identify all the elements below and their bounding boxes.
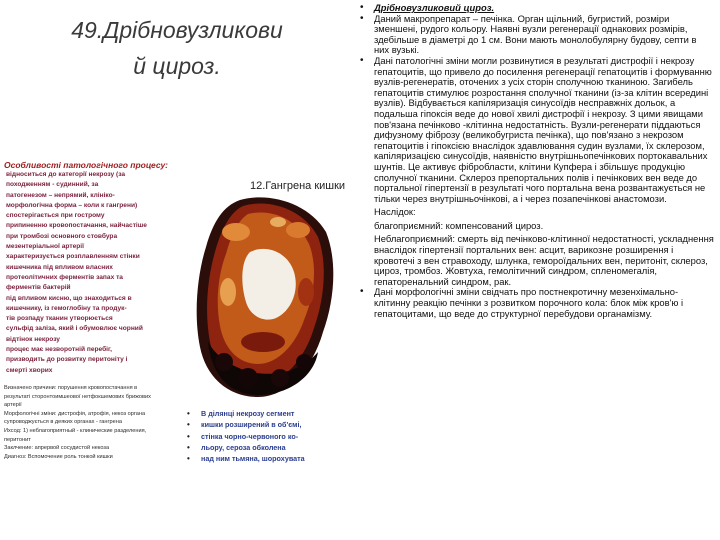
black-note-line: Диагноз: Вспомочение роль тонкой кишки (4, 453, 113, 460)
macro-description-item: • Даний макропрепарат – печінка. Орган щільний, бугристий, розміри зменшені, рудого кольору. Наявні вузли регенерації однакових розмірів, здебільше в діаметрі до 1 см. Вони мають монолобулярну будову, септи в них вузькі. (360, 14, 714, 56)
red-note-line: кишечника під впливом власних (6, 263, 113, 271)
red-note-line: ферментів бактерій (6, 284, 71, 292)
red-note-line: призводить до розвитку перитоніту і (6, 356, 128, 364)
red-note-line: смерті хворих (6, 366, 53, 374)
red-note-line: морфологічна форма – коли к гангрени) (6, 201, 138, 209)
macro-feature-item: • льору, сероза обколена (185, 442, 355, 453)
red-note-line: характеризується розплавленням стінки (6, 253, 140, 261)
red-note-line: тів розпаду тканин утворюється (6, 315, 113, 323)
red-note-line: відноситься до категорії некрозу (за (6, 171, 126, 178)
macro-feature-item: • над ним тьмяна, шорохувата (185, 453, 355, 464)
black-note-line: Морфологічні зміни: дистрофія, атрофія, некоз органа (4, 410, 146, 417)
pathogenesis-item: • Дані патологічні зміни могли розвинутися в результаті дистрофії і некрозу гепатоцитів, що привело до посилення регенерації гепатоцитів і формуванню вузлів-регенератів, оточених з усіх сторін сполучною тканиною. Загибель гепатоцитів стимулює розростання сполучної тканини (із-за клітин всередині вузлів). Відбувається капіляризація синусоїдів несправжніх дольок, а подальша гіпоксія веде до нової хвилі дистрофії і некрозу. З цими явищами пов'язана печінково -клітинна недостатність. Вузли-регенерати піддаються дифузному фіброзу (великобугриста печінка), що пов'язано з некрозом гепатоцитів і гіпоксією внаслідок здавлювання судин вузлами, їх склерозом, капіляризацією синусоїдів, наявністю внутрішньопечінкових портокавальних шунтів. Це активує фібробласти, клітини Купфера і збільшує продукцію сполучної тканини. Склероз препортальних полів і печінкових вен веде до портальної гіпертензії в результаті чого портальна вена розвантажується не тільки через внутрішньочінкові, а і через позапечінкові анастомози. (360, 56, 714, 204)
black-note-line: Заклчение: апрервой сосудистой некоза (4, 445, 110, 452)
red-note-line: протеолітичних ферментів запах та (6, 273, 123, 281)
red-note-line: відтінок некрозу (6, 335, 60, 343)
red-note-line: під впливом кисню, що знаходиться в (6, 294, 132, 302)
red-notes (6, 170, 185, 376)
black-note-line: артерії (4, 402, 22, 409)
black-note-line: Визначено причини: порушення кровопостачання в (4, 384, 138, 391)
black-notes (4, 384, 185, 461)
red-note-line: при тромбозі основного стовбура (6, 232, 118, 240)
title-line-1: 49.Дрібновузликови (71, 17, 283, 43)
red-note-line: кишечнику, із гемоглобіну та продук- (6, 304, 127, 312)
red-note-line: спостерігається при гострому (6, 212, 105, 220)
unfavorable-outcome: Неблагоприємний: смерть від печінково-клітинної недостатності, ускладнення внаслідок гіпертензії портальних вен: асцит, варикозне розширення і кровотечі з вен стравоходу, шлунка, гемороїдальних вен, перитоніт, склероз, цироз, тромбоз. Жовтуха, гемолітичний синдром, спленомегалія, гепаторенальний синдром, рак. (374, 233, 714, 287)
red-note-line: мезентеріальної артерії (6, 243, 84, 251)
pathology-notes-panel (0, 160, 185, 461)
red-note-line: походженням - судинний, за (6, 181, 99, 189)
black-note-line: Ихсод: 1) неблагоприятный - клинические разделения, (4, 427, 147, 434)
red-note-line: сульфід заліза, який і обумовлює чорний (6, 325, 143, 333)
cirrhosis-description (360, 3, 714, 319)
cirrhosis-title-item (360, 3, 714, 14)
black-note-line: перитонит (4, 436, 31, 443)
page-title (12, 12, 342, 84)
outcome-label: Наслідок: (374, 206, 416, 218)
macro-feature-item: • кишки розширений в об'ємі, (185, 419, 355, 430)
macro-feature-item: • стінка чорно-червоного ко- (185, 431, 355, 442)
macro-features-list (185, 408, 355, 464)
black-note-line: супроводжується в деяких органах - гангрена (4, 419, 122, 426)
macro-feature-item: • В ділянці некрозу сегмент (185, 408, 355, 419)
cirrhosis-title: Дрібновузликовий цироз. (374, 2, 495, 13)
red-note-line: процес має незворотній перебіг, (6, 346, 113, 354)
conclusion-item: • Дані морфологічні зміни свідчать про постнекротичну мезенхімально-клітинну реакцію печінки з розвитком порочного кола: блок між кров'ю і гепатоцитами, що веде до структурної перебудови органамізму. (360, 287, 714, 319)
red-note-line: патогенезом – непрямий, клініко- (6, 191, 115, 199)
black-note-line: результаті сторонтоимшеової нетфокшемових брижових (4, 393, 151, 400)
intestine-gangrene-photo (188, 192, 338, 402)
figure-caption: 12.Гангрена кишки (250, 180, 346, 192)
favorable-outcome: благоприємний: компенсований цироз. (374, 219, 544, 231)
notes-heading: Особливості патологічного процесу: (4, 160, 169, 170)
red-note-line: припиненню кровопостачання, найчастіше (6, 222, 147, 230)
title-line-2: й цироз. (133, 53, 221, 79)
